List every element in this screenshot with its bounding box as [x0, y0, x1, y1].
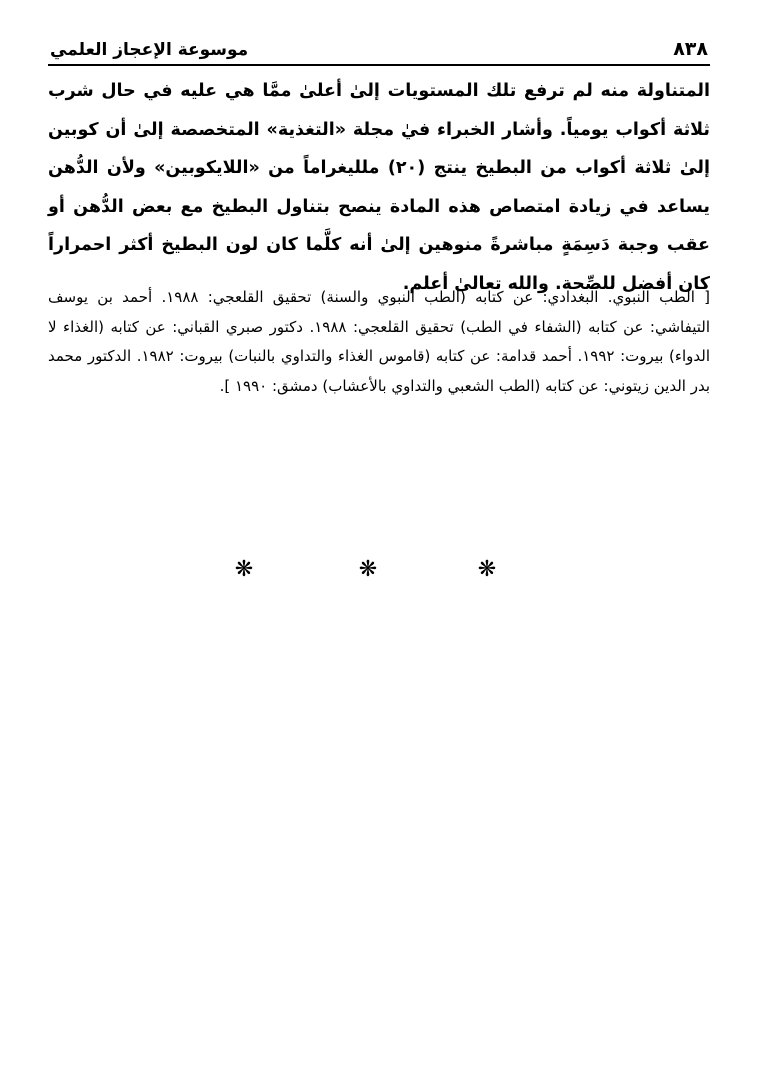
- header-rule: [48, 64, 710, 66]
- section-separator: [0, 555, 758, 585]
- running-title: موسوعة الإعجاز العلمي: [50, 40, 249, 60]
- page-number: ٨٣٨: [673, 38, 708, 60]
- references-paragraph: [ الطب النبوي. البغدادي: عن كتابه (الطب النبوي والسنة) تحقيق القلعجي: ١٩٨٨. أحمد بن يوسف التيفاشي: عن كتابه (الشفاء في الطب) تحقيق القلعجي: ١٩٨٨. دكتور صبري القباني: عن كتابه (الغذاء لا الدواء) بيروت: ١٩٩٢. أحمد قدامة: عن كتابه (قاموس الغذاء والتداوي بالنبات) بيروت: ١٩٨٢. الدكتور محمد بدر الدين زيتوني: عن كتابه (الطب الشعبي والتداوي بالأعشاب) دمشق: ١٩٩٠ ].: [48, 288, 710, 395]
- page-header: [48, 34, 710, 64]
- asterism-star-icon: ❋: [358, 557, 378, 582]
- asterism-star-icon: ❋: [477, 557, 497, 582]
- asterism-star-icon: ❋: [234, 557, 254, 582]
- main-paragraph: المتناولة منه لم ترفع تلك المستويات إلىٰ أعلىٰ ممَّا هي عليه في حال شرب ثلاثة أكواب يومياً. وأشار الخبراء فيٰ مجلة «التغذية» المتخصصة إلىٰ أن كوبين إلىٰ ثلاثة أكواب من البطيخ ينتج (٢٠) ملليغراماً من «اللايكوبين» ولأن الدُّهن يساعد في زيادة امتصاص هذه المادة ينصح بتناول البطيخ مع بعض الدُّهن أو عقب وجبة دَسِمَةٍ مباشرةً منوهين إلىٰ أنه كلَّما كان لون البطيخ أكثر احمراراً كان أفضل للصِّحة. والله تعالىٰ أعلم.: [48, 81, 710, 294]
